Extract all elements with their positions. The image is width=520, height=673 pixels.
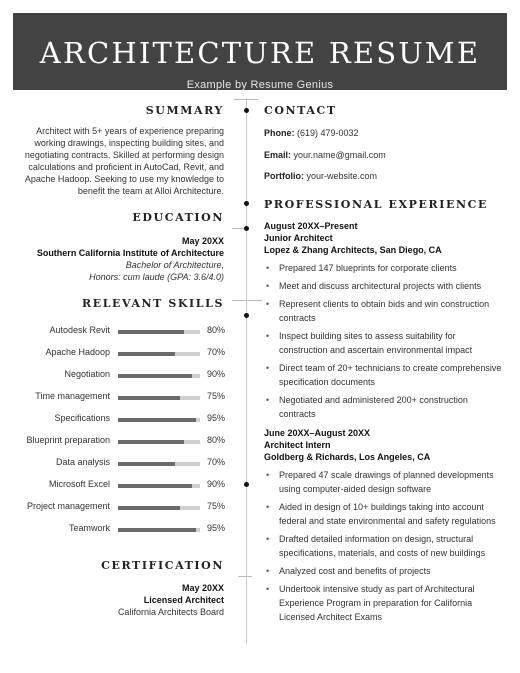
skill-bar-fill	[118, 528, 196, 532]
skill-name: Project management	[26, 501, 110, 511]
job-bullets	[264, 468, 504, 624]
skill-bar-fill	[118, 396, 180, 400]
contact-heading: CONTACT	[264, 104, 337, 117]
skill-bar-fill	[118, 352, 175, 356]
education-date: May 20XX	[181, 236, 224, 246]
skill-row	[20, 523, 226, 537]
timeline-dot-experience	[244, 201, 249, 206]
experience-heading: PROFESSIONAL EXPERIENCE	[264, 198, 488, 211]
job-bullet: • Drafted detailed information on design, structural specifications, materials, and costs of new buildings	[264, 532, 504, 560]
skill-name: Data analysis	[55, 457, 110, 467]
certification-date: May 20XX	[181, 583, 224, 593]
skill-percent: 95%	[206, 523, 225, 533]
timeline-dot-job2	[244, 482, 249, 487]
job-dates: August 20XX–Present	[264, 221, 358, 231]
education-heading: EDUCATION	[132, 211, 224, 224]
skill-row	[20, 435, 226, 449]
summary-heading: SUMMARY	[145, 104, 224, 117]
skill-bar	[118, 396, 200, 400]
connector-cert	[238, 576, 252, 577]
skill-percent: 70%	[206, 347, 225, 357]
skill-bar	[118, 462, 200, 466]
summary-line: working drawings, inspecting building sites, and	[34, 138, 224, 148]
job-title: Architect Intern	[264, 440, 331, 450]
skill-percent: 90%	[206, 479, 225, 489]
portfolio-label: Portfolio:	[264, 171, 304, 181]
skill-bar	[118, 330, 200, 334]
job-bullets	[264, 261, 504, 421]
skill-row	[20, 457, 226, 471]
skill-name: Blueprint preparation	[26, 435, 110, 445]
resume-header	[13, 13, 507, 90]
skill-name: Negotiation	[64, 369, 110, 379]
skill-name: Apache Hadoop	[45, 347, 110, 357]
skill-bar	[118, 528, 200, 532]
skill-name: Microsoft Excel	[48, 479, 110, 489]
job-bullet: • Inspect building sites to assess suitability for construction and ascertain environmental impact	[264, 329, 504, 357]
skill-bar	[118, 352, 200, 356]
skill-bar	[118, 506, 200, 510]
job-bullet: • Analyzed cost and benefits of projects	[264, 564, 504, 578]
skill-row	[20, 391, 226, 405]
skill-name: Time management	[35, 391, 110, 401]
skill-row	[20, 325, 226, 339]
skill-row	[20, 347, 226, 361]
skill-name: Teamwork	[68, 523, 110, 533]
summary-line: calculations and proficient in AutoCad, Revit, and	[28, 162, 224, 172]
skill-bar-fill	[118, 418, 196, 422]
job-dates: June 20XX–August 20XX	[264, 428, 371, 438]
skill-bar	[118, 418, 200, 422]
contact-portfolio	[264, 171, 377, 181]
summary-line: Architect with 5+ years of experience preparing	[36, 126, 224, 136]
skill-bar-fill	[118, 462, 175, 466]
skill-percent: 80%	[206, 325, 225, 335]
skill-bar	[118, 484, 200, 488]
job-bullet: • Undertook intensive study as part of Architectural Experience Program in preparation for California Licensed Architect Exams	[264, 582, 504, 624]
skill-bar-fill	[118, 330, 184, 334]
skill-percent: 90%	[206, 369, 225, 379]
job-bullet: • Meet and discuss architectural projects with clients	[264, 279, 504, 293]
skills-heading: RELEVANT SKILLS	[82, 297, 224, 310]
skill-percent: 70%	[206, 457, 225, 467]
job-bullet: • Prepared 47 scale drawings of planned developments using computer-aided design software	[264, 468, 504, 496]
job-bullet: • Direct team of 20+ technicians to create comprehensive specification documents	[264, 361, 504, 389]
summary-line: negotiating contracts. Skilled at performing design	[24, 150, 224, 160]
phone-label: Phone:	[264, 128, 295, 138]
email-label: Email:	[264, 150, 292, 160]
job-entry	[264, 427, 504, 628]
summary-line: benefit the team at Alloi Architecture.	[77, 186, 224, 196]
certification-block	[4, 582, 224, 618]
certification-name: Licensed Architect	[143, 595, 224, 605]
resume-title: ARCHITECTURE RESUME	[39, 36, 481, 70]
timeline-divider	[246, 98, 247, 644]
skill-bar	[118, 440, 200, 444]
skill-bar-fill	[118, 506, 180, 510]
contact-phone	[264, 128, 359, 138]
skill-bar-fill	[118, 440, 184, 444]
timeline-dot-skills	[244, 313, 249, 318]
skill-percent: 80%	[206, 435, 225, 445]
portfolio-value: your-website.com	[306, 171, 378, 181]
summary-line: Apache Hadoop. Seeking to use my knowledge to	[24, 174, 224, 184]
skill-bar-fill	[118, 374, 192, 378]
phone-value: (619) 479-0032	[297, 128, 359, 138]
certification-heading: CERTIFICATION	[101, 559, 224, 572]
job-company: Lopez & Zhang Architects, San Diego, CA	[264, 245, 442, 255]
connector-summary	[234, 99, 258, 100]
job-title: Junior Architect	[264, 233, 333, 243]
skill-row	[20, 369, 226, 383]
skill-percent: 75%	[206, 391, 225, 401]
job-bullet: • Prepared 147 blueprints for corporate clients	[264, 261, 504, 275]
education-honors: Honors: cum laude (GPA: 3.6/4.0)	[89, 272, 224, 282]
skill-bar	[118, 374, 200, 378]
education-degree: Bachelor of Architecture,	[125, 260, 224, 270]
summary-text	[24, 125, 224, 197]
resume-subtitle: Example by Resume Genius	[186, 79, 334, 91]
skill-name: Autodesk Revit	[49, 325, 110, 335]
education-school: Southern California Institute of Architecture	[36, 248, 224, 258]
job-entry	[264, 220, 504, 425]
education-block	[4, 235, 224, 283]
email-value: your.name@gmail.com	[293, 150, 386, 160]
skill-bar-fill	[118, 484, 192, 488]
skill-row	[20, 501, 226, 515]
skill-percent: 75%	[206, 501, 225, 511]
timeline-dot-education	[244, 226, 249, 231]
skill-row	[20, 413, 226, 427]
job-bullet: • Represent clients to obtain bids and win construction contracts	[264, 297, 504, 325]
skill-row	[20, 479, 226, 493]
job-bullet: • Negotiated and administered 200+ construction contracts	[264, 393, 504, 421]
job-company: Goldberg & Richards, Los Angeles, CA	[264, 452, 431, 462]
connector-skills	[232, 300, 262, 301]
job-bullet: • Aided in design of 10+ buildings taking into account federal and state environmental and safety regulations	[264, 500, 504, 528]
skill-percent: 95%	[206, 413, 225, 423]
certification-issuer: California Architects Board	[117, 607, 224, 617]
contact-email	[264, 150, 386, 160]
timeline-dot-summary	[244, 108, 249, 113]
skill-name: Specifications	[54, 413, 110, 423]
